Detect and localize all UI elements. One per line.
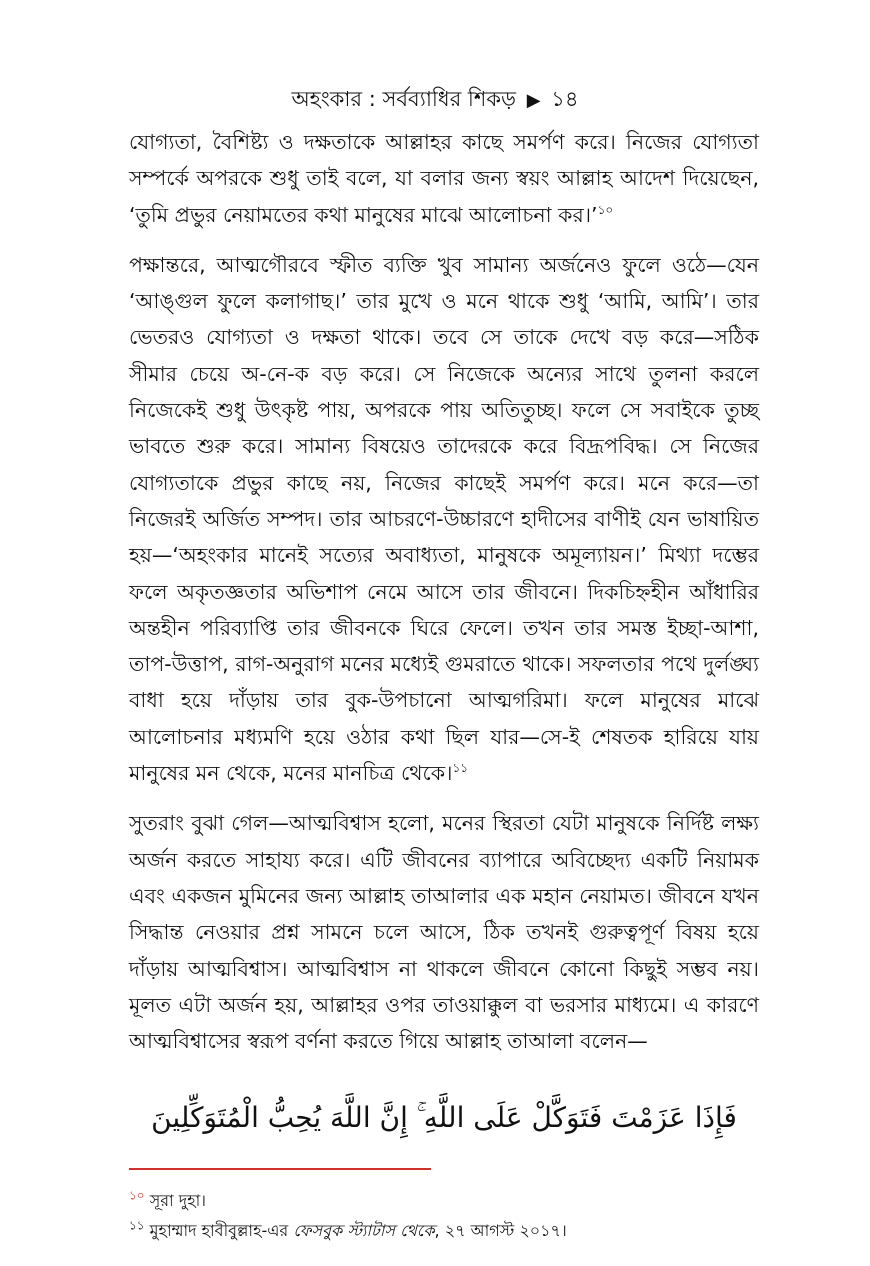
footnote-11 bbox=[129, 1216, 769, 1246]
running-header bbox=[0, 84, 870, 116]
paragraph-1 bbox=[129, 124, 759, 233]
paragraph-2 bbox=[129, 247, 759, 791]
body-text bbox=[129, 124, 759, 1059]
quran-verse: فَإِذَا عَزَمْتَ فَتَوَكَّلْ عَلَى اللَّهِ ۚ إِنَّ اللَّهَ يُحِبُّ الْمُتَوَكِّلِينَ bbox=[151, 1101, 737, 1134]
footnote-source: ফেসবুক স্ট্যাটাস থেকে bbox=[293, 1221, 435, 1240]
footnotes bbox=[129, 1186, 769, 1246]
paragraph-3 bbox=[129, 805, 759, 1059]
footnote-number: ১০ bbox=[129, 1188, 145, 1203]
footnote-divider bbox=[129, 1168, 431, 1170]
chapter-title: অহংকার : সর্বব্যাধির শিকড় bbox=[291, 87, 517, 111]
paragraph-text: পক্ষান্তরে, আত্মগৌরবে স্ফীত ব্যক্তি খুব সামান্য অর্জনেও ফুলে ওঠে—যেন ‘আঙ্গুল ফুলে কলাগাছ।’ তার মুখে ও মনে থাকে শুধু ‘আমি, আমি’। তার ভেতরও যোগ্যতা ও দক্ষতা থাকে। তবে সে তাকে দেখে বড় করে—সঠিক সীমার চেয়ে অ-নে-ক বড় করে। সে নিজেকে অন্যের সাথে তুলনা করলে নিজেকেই শুধু উৎকৃষ্ট পায়, অপরকে পায় অতিতুচ্ছ। ফলে সে সবাইকে তুচ্ছ ভাবতে শুরু করে। সামান্য বিষয়েও তাদেরকে করে বিদ্রূপবিদ্ধ। সে নিজের যোগ্যতাকে প্রভুর কাছে নয়, নিজের কাছেই সমর্পণ করে। মনে করে—তা নিজেরই অর্জিত সম্পদ। তার আচরণে-উচ্চারণে হাদীসের বাণীই যেন ভাষায়িত হয়—‘অহংকার মানেই সত্যের অবাধ্যতা, মানুষকে অমূল্যায়ন।’ মিথ্যা দম্ভের ফলে অকৃতজ্ঞতার অভিশাপ নেমে আসে তার জীবনে। দিকচিহ্নহীন আঁধারির অন্তহীন পরিব্যাপ্তি তার জীবনকে ঘিরে ফেলে। তখন তার সমস্ত ইচ্ছা-আশা, তাপ-উত্তাপ, রাগ-অনুরাগ মনের মধ্যেই গুমরাতে থাকে। সফলতার পথে দুর্লঙ্ঘ্য বাধা হয়ে দাঁড়ায় তার বুক-উপচানো আত্মগরিমা। ফলে মানুষের মাঝে আলোচনার মধ্যমণি হয়ে ওঠার কথা ছিল যার—সে-ই শেষতক হারিয়ে যায় মানুষের মন থেকে, মনের মানচিত্র থেকে। bbox=[129, 252, 759, 786]
footnote-ref-10: ১০ bbox=[597, 202, 614, 217]
footnote-text: মুহাম্মাদ হাবীবুল্লাহ-এর bbox=[149, 1221, 294, 1240]
paragraph-text: সুতরাং বুঝা গেল—আত্মবিশ্বাস হলো, মনের স্থিরতা যেটা মানুষকে নির্দিষ্ট লক্ষ্য অর্জন করতে সাহায্য করে। এটি জীবনের ব্যাপারে অবিচ্ছেদ্য একটি নিয়ামক এবং একজন মুমিনের জন্য আল্লাহ তাআলার এক মহান নেয়ামত। জীবনে যখন সিদ্ধান্ত নেওয়ার প্রশ্ন সামনে চলে আসে, ঠিক তখনই গুরুত্বপূর্ণ বিষয় হয়ে দাঁড়ায় আত্মবিশ্বাস। আত্মবিশ্বাস না থাকলে জীবনে কোনো কিছুই সম্ভব নয়। মূলত এটা অর্জন হয়, আল্লাহর ওপর তাওয়াক্কুল বা ভরসার মাধ্যমে। এ কারণে আত্মবিশ্বাসের স্বরূপ বর্ণনা করতে গিয়ে আল্লাহ তাআলা বলেন— bbox=[129, 811, 759, 1054]
paragraph-text: যোগ্যতা, বৈশিষ্ট্য ও দক্ষতাকে আল্লাহর কাছে সমর্পণ করে। নিজের যোগ্যতা সম্পর্কে অপরকে শুধু তাই বলে, যা বলার জন্য স্বয়ং আল্লাহ আদেশ দিয়েছেন, ‘তুমি প্রভুর নেয়ামতের কথা মানুষের মাঝে আলোচনা কর।’ bbox=[129, 130, 759, 227]
page-number: ১৪ bbox=[551, 87, 579, 111]
footnote-number: ১১ bbox=[129, 1218, 145, 1233]
footnote-date: , ২৭ আগস্ট ২০১৭। bbox=[434, 1221, 567, 1240]
triangle-right-icon: ▶ bbox=[526, 90, 541, 111]
footnote-10 bbox=[129, 1186, 769, 1216]
footnote-text: সূরা দুহা। bbox=[149, 1191, 206, 1210]
footnote-ref-11: ১১ bbox=[452, 761, 469, 776]
